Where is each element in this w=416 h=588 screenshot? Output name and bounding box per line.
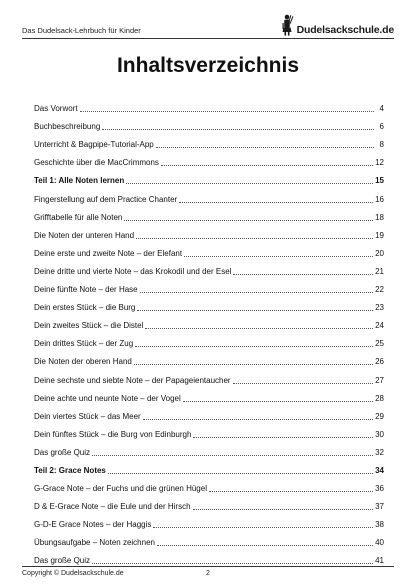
page-header bbox=[22, 12, 394, 39]
toc-entry-title: G-Grace Note – der Fuchs und die grünen Hügel bbox=[34, 484, 207, 494]
toc-entry-page: 19 bbox=[375, 230, 384, 240]
toc-entry[interactable] bbox=[34, 440, 384, 458]
toc-entry-title: Die Noten der unteren Hand bbox=[34, 230, 135, 240]
toc-dot-leader bbox=[140, 292, 373, 293]
toc-entry-page: 28 bbox=[375, 393, 384, 403]
toc-entry-title: Dein erstes Stück – die Burg bbox=[34, 303, 136, 313]
toc-entry-title: Deine sechste und siebte Note – der Papageientaucher bbox=[34, 375, 231, 385]
toc-dot-leader bbox=[137, 310, 373, 311]
toc-dot-leader bbox=[108, 473, 373, 474]
bagpiper-icon bbox=[279, 14, 295, 36]
toc-entry[interactable] bbox=[34, 367, 384, 385]
toc-entry-page: 34 bbox=[375, 465, 384, 475]
toc-entry-page: 6 bbox=[379, 122, 384, 132]
toc-entry-page: 32 bbox=[375, 447, 384, 457]
toc-entry-page: 36 bbox=[375, 484, 384, 494]
toc-entry-page: 37 bbox=[375, 502, 384, 512]
toc-section-heading[interactable] bbox=[34, 458, 384, 476]
toc-entry[interactable] bbox=[34, 422, 384, 440]
toc-dot-leader bbox=[193, 437, 373, 438]
toc-dot-leader bbox=[126, 183, 373, 184]
toc-entry-page: 23 bbox=[375, 303, 384, 313]
toc-dot-leader bbox=[143, 419, 373, 420]
toc-entry-page: 16 bbox=[375, 194, 384, 204]
toc-entry[interactable] bbox=[34, 150, 384, 168]
toc-dot-leader bbox=[157, 545, 373, 546]
toc-entry[interactable] bbox=[34, 186, 384, 204]
toc-entry[interactable] bbox=[34, 548, 384, 566]
toc-entry[interactable] bbox=[34, 277, 384, 295]
toc-entry-page: 25 bbox=[375, 339, 384, 349]
toc-entry[interactable] bbox=[34, 494, 384, 512]
toc-dot-leader bbox=[156, 147, 374, 148]
toc-dot-leader bbox=[153, 527, 373, 528]
toc-entry[interactable] bbox=[34, 313, 384, 331]
toc-dot-leader bbox=[233, 274, 373, 275]
toc-entry-page: 8 bbox=[379, 140, 384, 150]
toc-entry-title: Deine achte und neunte Note – der Vogel bbox=[34, 393, 181, 403]
toc-entry-page: 22 bbox=[375, 285, 384, 295]
toc-entry-title: Das große Quiz bbox=[34, 556, 91, 566]
toc-entry-title: Grifftabelle für alle Noten bbox=[34, 212, 123, 222]
footer-page-number: 2 bbox=[206, 570, 210, 577]
header-book-title: Das Dudelsack-Lehrbuch für Kinder bbox=[22, 26, 141, 35]
toc-entry-title: Das Vorwort bbox=[34, 104, 78, 114]
footer-copyright: Copyright © Dudelsackschule.de bbox=[22, 570, 124, 577]
toc-dot-leader bbox=[135, 346, 373, 347]
toc-entry-title: Fingerstellung auf dem Practice Chanter bbox=[34, 194, 178, 204]
toc-entry-page: 41 bbox=[375, 556, 384, 566]
toc-entry-page: 27 bbox=[375, 375, 384, 385]
toc-entry-title: Unterricht & Bagpipe-Tutorial-App bbox=[34, 140, 154, 150]
toc-entry-title: Dein fünftes Stück – die Burg von Edinburgh bbox=[34, 429, 192, 439]
toc-entry-title: Das große Quiz bbox=[34, 447, 91, 457]
toc-entry[interactable] bbox=[34, 205, 384, 223]
toc-dot-leader bbox=[102, 129, 374, 130]
toc-dot-leader bbox=[184, 256, 373, 257]
toc-dot-leader bbox=[233, 383, 374, 384]
toc-entry-title: Deine erste und zweite Note – der Elefant bbox=[34, 248, 183, 258]
toc-entry-title: Geschichte über die MacCrimmons bbox=[34, 158, 159, 168]
toc-entry-title: G-D-E Grace Notes – der Haggis bbox=[34, 520, 152, 530]
toc-section-heading[interactable] bbox=[34, 168, 384, 186]
toc-entry-page: 38 bbox=[375, 520, 384, 530]
page-title: Inhaltsverzeichnis bbox=[116, 54, 300, 77]
toc-dot-leader bbox=[209, 491, 373, 492]
toc-entry-page: 40 bbox=[375, 538, 384, 548]
toc-entry[interactable] bbox=[34, 295, 384, 313]
toc-entry[interactable] bbox=[34, 223, 384, 241]
toc-entry[interactable] bbox=[34, 331, 384, 349]
toc-entry-page: 26 bbox=[375, 357, 384, 367]
toc-entry[interactable] bbox=[34, 476, 384, 494]
toc-entry-title: Deine fünfte Note – der Hase bbox=[34, 285, 138, 295]
toc-entry[interactable] bbox=[34, 96, 384, 114]
brand-logo bbox=[279, 14, 394, 36]
toc-entry-title: Dein drittes Stück – der Zug bbox=[34, 339, 134, 349]
toc-entry[interactable] bbox=[34, 404, 384, 422]
brand-name: Dudelsackschule.de bbox=[296, 24, 394, 36]
page-footer bbox=[22, 566, 394, 581]
toc-dot-leader bbox=[92, 455, 373, 456]
toc-dot-leader bbox=[124, 220, 373, 221]
toc-entry[interactable] bbox=[34, 386, 384, 404]
toc-entry-page: 4 bbox=[379, 104, 384, 114]
table-of-contents bbox=[34, 96, 384, 566]
toc-dot-leader bbox=[161, 165, 373, 166]
toc-dot-leader bbox=[92, 563, 373, 564]
toc-dot-leader bbox=[134, 364, 373, 365]
toc-entry[interactable] bbox=[34, 512, 384, 530]
toc-dot-leader bbox=[183, 401, 373, 402]
toc-dot-leader bbox=[193, 509, 374, 510]
toc-entry-title: Übungsaufgabe – Noten zeichnen bbox=[34, 538, 155, 548]
toc-entry-page: 12 bbox=[375, 158, 384, 168]
toc-entry[interactable] bbox=[34, 259, 384, 277]
toc-entry-title: Deine dritte und vierte Note – das Krokodil und der Esel bbox=[34, 266, 232, 276]
toc-entry-title: Die Noten der oberen Hand bbox=[34, 357, 132, 367]
toc-entry-title: Teil 2: Grace Notes bbox=[34, 465, 106, 475]
toc-entry[interactable] bbox=[34, 349, 384, 367]
toc-entry-page: 30 bbox=[375, 429, 384, 439]
toc-entry-page: 29 bbox=[375, 411, 384, 421]
toc-entry-page: 21 bbox=[375, 266, 384, 276]
toc-dot-leader bbox=[179, 202, 373, 203]
toc-entry[interactable] bbox=[34, 132, 384, 150]
toc-entry[interactable] bbox=[34, 241, 384, 259]
toc-entry-title: Buchbeschreibung bbox=[34, 122, 101, 132]
toc-entry-title: Dein viertes Stück – das Meer bbox=[34, 411, 141, 421]
toc-entry-title: D & E-Grace Note – die Eule und der Hirsch bbox=[34, 502, 191, 512]
toc-dot-leader bbox=[136, 238, 373, 239]
toc-entry-title: Dein zweites Stück – die Distel bbox=[34, 321, 144, 331]
toc-dot-leader bbox=[145, 328, 373, 329]
toc-entry[interactable] bbox=[34, 114, 384, 132]
toc-entry-page: 18 bbox=[375, 212, 384, 222]
toc-entry[interactable] bbox=[34, 530, 384, 548]
toc-entry-page: 20 bbox=[375, 248, 384, 258]
toc-entry-page: 15 bbox=[375, 176, 384, 186]
toc-entry-title: Teil 1: Alle Noten lernen bbox=[34, 176, 125, 186]
toc-dot-leader bbox=[80, 111, 374, 112]
toc-entry-page: 24 bbox=[375, 321, 384, 331]
